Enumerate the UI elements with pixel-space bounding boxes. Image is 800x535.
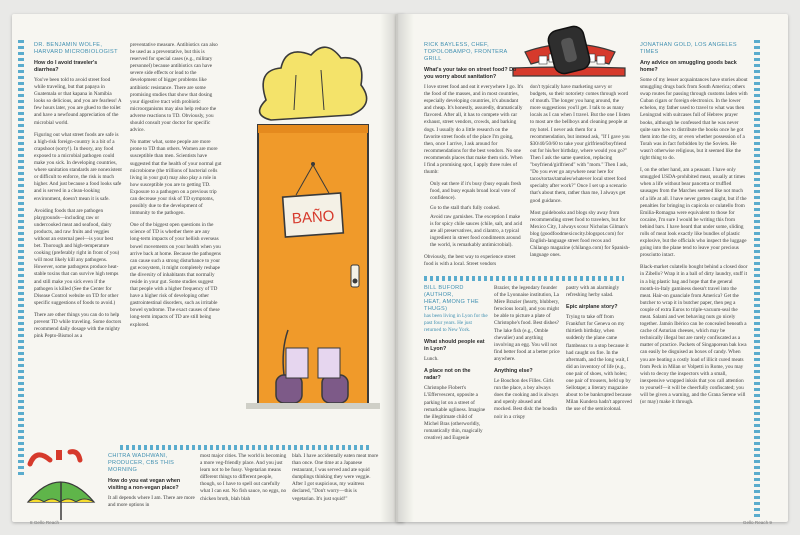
right-bottom-col-a	[424, 285, 488, 507]
folio-left: 8 Gello Reach	[30, 520, 60, 525]
paragraph: It all depends where I am. There are more and more options in	[108, 495, 195, 509]
paragraph: blah. I have accidentally eaten meat more than once. One time at a Japanese restaurant, I was served and ate squid dumplings thinking they were veggie. After I got suspicious, my waitress declared, "Don't worry—this is vegetarian. It's just squid!"	[292, 453, 379, 502]
paragraph: You've been told to avoid street food while traveling, but that papaya in Guatemala or that kapana in Namibia looks so delicious, and you are fearless! A few hours later, you are glued to the toilet and have a newfound appreciation of the microbial world.	[34, 77, 122, 126]
list-item: • Go to the stall that's fully cooked.	[430, 205, 524, 212]
list-item: • Avoid raw garnishes. The exception I make is for spicy chile sauces (chile, salt, and acid are all preservatives, and cilantro, a typical ingredient in street food condiments around the world, is remarkably antimicrobial).	[430, 214, 524, 249]
right-col-3	[640, 42, 748, 507]
paragraph: There are other things you can do to help prevent TD while traveling. Some doctors recommend daily dosage with the mighty pink Pepto-Bismol as a	[34, 311, 122, 340]
right-col-2	[530, 84, 630, 272]
wavy-rule-left	[18, 40, 24, 478]
bano-sign-text: BAÑO	[291, 207, 335, 228]
paragraph: Black-market culatello bought behind a closed door in Zibello? Wrap it in a ball of dirty laundry, stuff it in a big plastic bag and hope that the general month-in-Italy gaminess doesn't travel into the meat. Hair-on guanciale from America? Get the butcher to wrap it in butcher paper, then peg a couple of extra Euros to triple-vacuum-seal the meat. Salami and wet behaving nuts go nicely together. Jamón Ibérico can be concealed beneath a cache of Asturian cheeses, which may be technically illegal but are rarely confiscated as a matter of practice. Packets of Singaporean bak kwa can easily be disguised as boxes of candy. When you are beating a costly load of illicit cured meats from Peck in Milan or Volpetti in Rome, you may wish to decoy the inspectors with a small, inexpensive wrapped inksis that you call attention to yourself—it will be cheerfully confiscated; you will be given a warning, and the Grana Serene will (or may) make it through.	[640, 264, 748, 406]
byline-buford-1: BILL BUFORD (AUTHOR,	[424, 285, 464, 298]
paragraph: No matter what, some people are more prone to TD than others. Women are more susceptible than men. Scientists have suggested that the health of your normal gut microbiome (the trillions of bacterial cells living in your gut) may also play a role in how susceptible you are to getting TD. Exposure to a pathogen on a previous trip can decrease your risk of TD symptoms, possibly due to the development of immunity to the pathogen.	[130, 139, 222, 217]
left-col-1	[34, 42, 122, 437]
paragraph: preventative measure. Antibiotics can also be used as a preventative, but this is reserved for special cases (e.g., military personnel) because antibiotics can have severe side effects or lead to the development of bigger problems like antibiotic resistance. There are some promising studies that show that dosing your digestive tract with probiotic microorganisms may also help reduce the adverse reactions to TD. Obviously, you should consult your doctor for specific advice.	[130, 42, 218, 134]
paragraph: I, on the other hand, am a peasant. I have only smuggled USDA-prohibited meat, usually at times when a life without bear pancetta or truffled sausages from the Marches seemed like not much of a life at all. I have never gotten caught, but if the penalties for bringing in capicola or culatello from Emilia-Romagna were equivalent to those for cocaine, I'm sure I would be writing this from behind bars. I have heard that under some, sliding rolls of meat look exactly like bundles of plastic explosive, but the officials who inspect the luggage going into the plane tend to leave your precious prosciutto intact.	[640, 167, 747, 259]
wavy-rule-mid-right	[424, 276, 624, 281]
byline-wolfe-2: HARVARD MICROBIOLOGIST	[34, 49, 118, 55]
byline-bayless-2: TOPOLOBAMPO, FRONTERA GRILL	[424, 49, 508, 62]
question-buford-4: Epic airplane story?	[566, 304, 618, 311]
rules-list	[430, 181, 524, 249]
wavy-rule-bottom-left	[120, 445, 370, 450]
question-buford-1: What should people eat in Lyon?	[424, 339, 485, 353]
paragraph: I love street food and eat it everywhere I go. It's the food of the masses, and in most countries, especially developing countries, it's abundant and cheap. It's honestly, assuredly, dramatically flavored. After all, it has to compete with car exhaust, street vendors, crowds, and barking dogs. I usually do a little research on the favorite street foods of the place I'm going, then, once I arrive, I ask around for recommendations for the best vendors. No one recommends places that make them sick. When I find a promising spot, I apply three rules of thumb:	[424, 84, 524, 176]
paragraph: has been living in Lyon for the past four years. He just returned to New York.	[424, 313, 488, 334]
paragraph: Le Bouchon des Filles. Girls run the place, a boy always does the cooking and is always and openly abused and mocked. Best dish: the boudin noir in a crispy	[494, 378, 559, 420]
byline-bayless-1: RICK BAYLESS, CHEF,	[424, 42, 489, 48]
byline-wadhwani-1: CHITRA WADHWANI,	[108, 453, 168, 459]
right-col-1	[424, 42, 524, 272]
left-col-2	[130, 42, 222, 437]
wavy-rule-right	[754, 40, 760, 520]
question-bayless: What's your take on street food? Do you worry about sanitation?	[424, 67, 517, 80]
left-bottom-col-a	[108, 453, 196, 513]
paragraph: most major cities. The world is becoming a more veg-friendly place. And you just learn not to be fussy. Vegetarian means different things to different people, though, so I have to spell out carefully what I can eat. No fish sauce, no eggs, no chicken broth, blah blah	[200, 453, 287, 502]
paragraph: One of the biggest open questions in the science of TD is whether there are any long-term impacts of your hellish overseas bowel movements on your health when you arrive back at home. Because the pathogens can cause such a strong disturbance to your gut ecosystem, it might completely reshape the diversity of inhabitants that normally reside in your gut. Some studies suggest that people with a higher frequency of TD have a higher risk of developing other gastrointestinal disorders, such as irritable bowel syndrome. The exact causes of these long-term impacts of TD are still being explored.	[130, 222, 221, 328]
paragraph: Avoiding foods that are pathogen playgrounds—including raw or undercooked meat and seafood, dairy products, and raw fruits and veggies without an external peel—is your best bet. Thorough and high-temperature cooking (preferably right in front of you) will most likely kill any pathogens. However, some pathogens produce heat-stable toxins that can survive high temps and still make you sick even if the pathogen is killed (See the Center for Disease Control website on TD for other specific suggestions of foods to avoid.)	[34, 207, 120, 306]
paragraph: Lunch.	[424, 356, 439, 363]
left-bottom-col-b	[200, 453, 288, 513]
paragraph: Some of my lesser acquaintances have stories about smuggling drugs back from South America; others swap routes for passing through customs laden with Cuban cigars or foreign electronics. In the lower echelon, my father used to travel to what was then Leningrad with suitcases full of Hebrew prayer books, although he confessed that he was never quite sure how to distribute the books once he got them into the city, or even whether possession of a Torah was in fact forbidden by the Soviets. He wasn't otherwise religious, but it seemed like the right thing to do.	[640, 77, 748, 162]
left-bottom-col-c	[292, 453, 380, 513]
byline-gold: JONATHAN GOLD, LOS ANGELES TIMES	[640, 42, 737, 55]
paragraph: Obviously, the best way to experience street food is with a local. Street vendors	[424, 254, 516, 268]
steam-cloud-icon	[260, 47, 367, 120]
bathroom-door-illustration	[226, 30, 386, 440]
paragraph: Brazier, the legendary founder of the Lyonnaise institution, La Mère Brazier (hearty, blubbery, ferocious local), and you might be able to picture a plate of Christophe's food. Best dishes? The lake fish (e.g., Omble chevalier) and anything involving an egg. You will not find better food at a better price anywhere.	[494, 285, 560, 362]
byline-wolfe-1: DR. BENJAMIN WOLFE,	[34, 42, 103, 48]
question-gold: Any advice on smuggling goods back home?	[640, 60, 737, 73]
umbrella-illustration	[22, 440, 102, 520]
question-wadhwani: How do you eat vegan when visiting a non-vegan place?	[108, 478, 181, 491]
paragraph: pastry with an alarmingly refreshing herby salad.	[566, 285, 620, 299]
byline-wadhwani-2: PRODUCER, CBS THIS MORNING	[108, 460, 175, 473]
question-buford-3: Anything else?	[494, 368, 533, 375]
paragraph: Most guidebooks and blogs shy away from recommending street food to travelers, but for Mexico City, I always scour Nicholas Gilman's blog (goodfoodmexicocity.blogspot.com) for English-language street food recos and Chilango magazine (chilango.com) for Spanish-language ones.	[530, 209, 630, 259]
question-wolfe: How do I avoid traveler's diarrhea?	[34, 60, 98, 73]
byline-buford-2: HEAT, AMONG THE THUGS)	[424, 299, 479, 312]
question-buford-2: A place not on the radar?	[424, 368, 471, 382]
tire-mouth-illustration	[505, 22, 635, 80]
paragraph: Figuring out what street foods are safe is a high-risk foreign-country is a bit of a crapshoot (sorry!). In theory, any food exposed to a microbial pathogen could make you sick. In developing countries, where sanitation standards are nonexistent or difficult to enforce, the risk is much higher. And just because a food looks safe and is served in a clean-looking environment, doesn't mean it is safe.	[34, 131, 122, 202]
list-item: • Only eat there if it's busy (busy equals fresh food, and busy equals broad local vote of confidence).	[430, 181, 524, 202]
paragraph: don't typically have marketing savvy or budgets, so their notoriety comes through word of mouth. The longer you hang around, the more suggestions you'll get. I talk to as many locals as I can when I travel. But the one I listen to most are the bellboys and cleaning people at my hotel. I never ask them for a recommendation, but instead ask, "If I gave you $30/40/50/60 to take your girlfriend/boyfriend out for his/her birthday, where would you go?" Then I ask the same question, replacing "boyfriend/girlfriend" with "mom." Then I ask, "Do you ever go anywhere near here for tacos/tortas/tamales/whatever local street food specialty after work?" Once I set up a scenario that's about them, rather than me, I always get good guidance.	[530, 84, 630, 204]
folio-right: Gello Reach 9	[742, 520, 772, 525]
right-bottom-col-c	[566, 285, 632, 507]
paragraph: Trying to take off from Frankfurt for Geneva on my thirtieth birthday, when suddenly the plane came flambeaux to a stop because it had caught on fire. In the aftermath, and the long wait, I did an inventory of life (e.g., one pair of shoes, with holes; one pair of trousers, held up by Sellotape; a literary magazine about to be bankrupted because Milan Kundera hadn't approved the use of the semicolonal.	[566, 314, 632, 413]
paragraph: Christophe Flobert's L'Effervescent, opposite a parking lot on a street of remarkable ugliness. Imagine the illegitimate child of Michel Bras (otherworldly, romantically thin, magically creative) and Eugenie	[424, 385, 486, 442]
right-bottom-col-b	[494, 285, 560, 507]
